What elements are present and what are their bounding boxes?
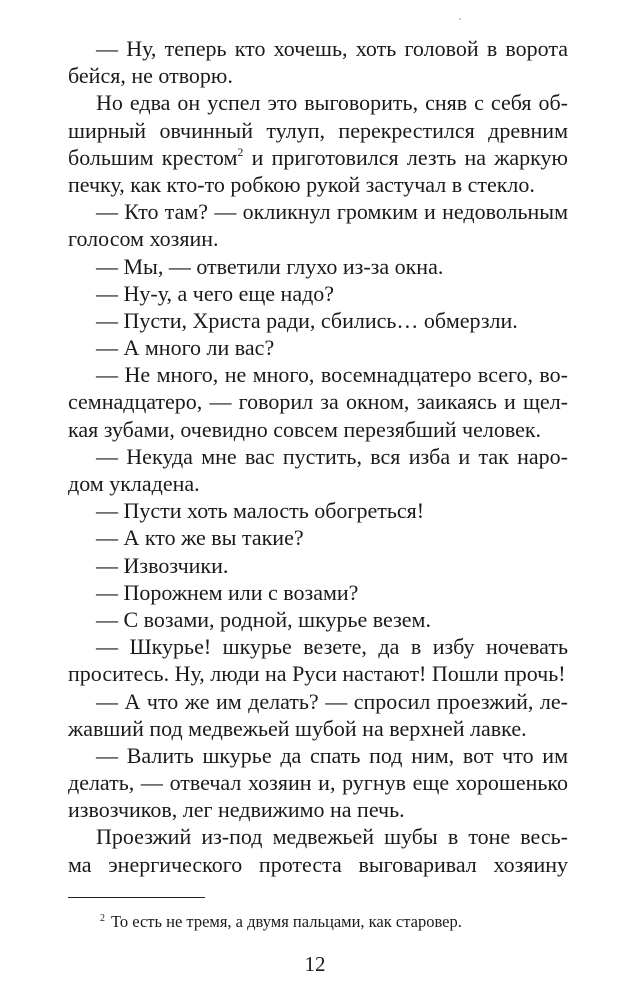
line-text: делать, — отвечал хозяин и, ругнув еще хорошенько — [68, 770, 568, 796]
text-line — [68, 280, 568, 307]
text-line — [68, 524, 568, 551]
text-line — [68, 89, 568, 116]
line-text: большим крестом — [68, 144, 238, 170]
line-text: — Пусти, Христа ради, сбились… обмерзли. — [96, 307, 518, 333]
text-line — [68, 470, 568, 497]
text-line — [68, 117, 568, 144]
line-text: семнадцатеро, — говорил за окном, заикаясь и щел- — [68, 389, 568, 415]
line-text: голосом хозяин. — [68, 226, 219, 252]
line-text: — Некуда мне вас пустить, вся изба и так наро- — [96, 443, 568, 469]
text-line — [68, 35, 568, 62]
line-text: — С возами, родной, шкурье везем. — [96, 606, 431, 632]
text-line — [68, 361, 568, 388]
line-text: кая зубами, очевидно совсем перезябший человек. — [68, 416, 542, 442]
text-line — [68, 388, 568, 415]
text-line — [68, 688, 568, 715]
line-text: дом укладена. — [68, 471, 200, 496]
text-line — [68, 443, 568, 470]
text-line — [68, 552, 568, 579]
line-text: бейся, не отворю. — [68, 63, 233, 89]
text-line — [68, 660, 568, 687]
line-text: — Ну-у, а чего еще надо? — [96, 280, 335, 306]
line-text-after: и приготовился лезть на жаркую — [243, 144, 568, 170]
text-line — [68, 62, 568, 89]
text-line — [68, 334, 568, 361]
footnote — [100, 911, 462, 933]
line-text: ширный овчинный тулуп, перекрестился древним — [68, 117, 568, 143]
footnote-marker: 2 — [100, 913, 105, 924]
scan-speck — [459, 18, 461, 20]
footnote-text: То есть не тремя, а двумя пальцами, как старовер. — [111, 912, 462, 931]
text-line — [68, 742, 568, 769]
text-line — [68, 606, 568, 633]
line-text: Но едва он успел это выговорить, сняв с себя об- — [96, 90, 568, 116]
line-text: — Кто там? — окликнул громким и недовольным — [96, 199, 568, 225]
line-text: — А что же им делать? — спросил проезжий, ле- — [96, 688, 568, 714]
line-text: Проезжий из-под медвежьей шубы в тоне весь- — [96, 824, 568, 850]
text-line — [68, 416, 568, 443]
text-line — [68, 715, 568, 742]
line-text: — А много ли вас? — [96, 335, 275, 361]
text-line — [68, 144, 568, 171]
page-number: 12 — [304, 952, 326, 976]
text-line — [68, 171, 568, 198]
line-text: — Ну, теперь кто хочешь, хоть головой в ворота — [96, 36, 568, 61]
text-line — [68, 497, 568, 524]
text-line — [68, 579, 568, 606]
text-line — [68, 225, 568, 252]
footnote-separator — [68, 897, 205, 898]
footnote-reference: 2 — [237, 144, 244, 159]
line-text: — Не много, не много, восемнадцатеро всего, во- — [96, 362, 568, 388]
text-line — [68, 253, 568, 280]
line-text: проситесь. Ну, люди на Руси настают! Пошли прочь! — [68, 661, 566, 687]
line-text: ма энергического протеста выговаривал хозяину — [68, 851, 568, 877]
line-text: — Валить шкурье да спать под ним, вот что им — [96, 742, 568, 768]
line-text: — Извозчики. — [96, 552, 229, 578]
text-line — [68, 633, 568, 660]
body-text — [68, 35, 568, 878]
text-line — [68, 198, 568, 225]
line-text: — Мы, — ответили глухо из-за окна. — [96, 253, 444, 279]
line-text: — А кто же вы такие? — [96, 525, 304, 551]
text-line — [68, 769, 568, 796]
line-text: — Порожнем или с возами? — [96, 579, 359, 605]
line-text: — Пусти хоть малость обогреться! — [96, 498, 425, 524]
text-line — [68, 823, 568, 850]
text-line — [68, 796, 568, 823]
line-text: печку, как кто-то робкою рукой застучал в стекло. — [68, 171, 535, 197]
line-text: жавший под медвежьей шубой на верхней лавке. — [68, 715, 527, 741]
text-line — [68, 851, 568, 878]
line-text: — Шкурье! шкурье везете, да в избу ночевать — [96, 634, 568, 660]
line-text: извозчиков, лег недвижимо на печь. — [68, 797, 405, 823]
text-line — [68, 307, 568, 334]
